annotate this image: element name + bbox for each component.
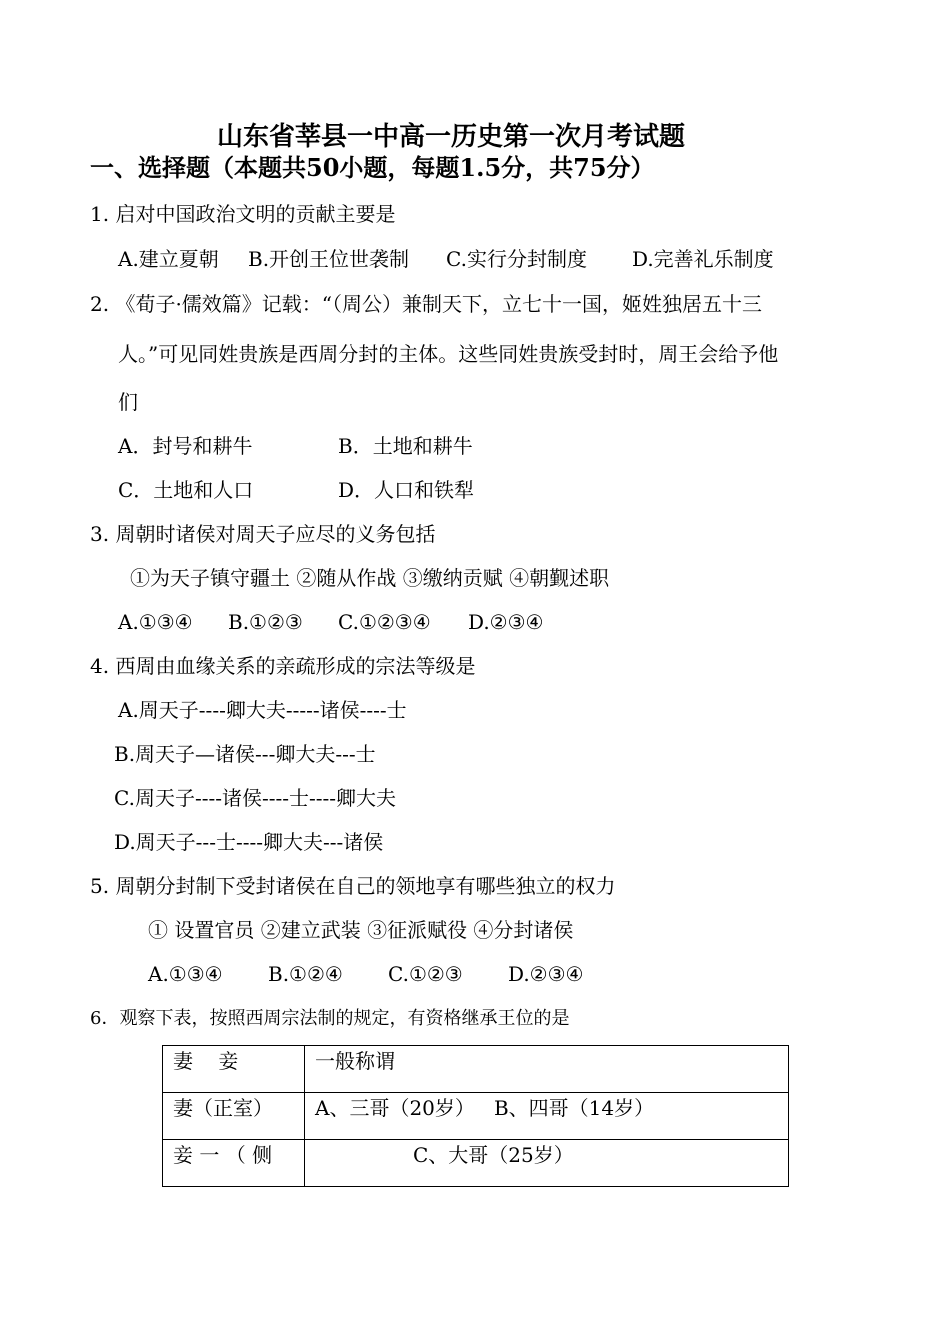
- table-cell-text: C、大哥（25岁）: [413, 1143, 574, 1167]
- question-2-stem-line-3: 们: [118, 390, 138, 414]
- q4-option-d: D.周天子---士----卿大夫---诸侯: [114, 830, 384, 854]
- q1-option-b: B.开创王位世袭制: [248, 247, 410, 271]
- table-cell: 妾 一 （ 侧: [163, 1140, 305, 1187]
- question-5-stem: 5. 周朝分封制下受封诸侯在自己的领地享有哪些独立的权力: [90, 874, 616, 898]
- question-5-items: ① 设置官员 ②建立武装 ③征派赋役 ④分封诸侯: [148, 918, 574, 942]
- question-3-stem: 3. 周朝时诸侯对周天子应尽的义务包括: [90, 522, 436, 546]
- table-row: [163, 1140, 789, 1187]
- question-4-stem: 4. 西周由血缘关系的亲疏形成的宗法等级是: [90, 654, 476, 678]
- question-6-stem: 6．观察下表，按照西周宗法制的规定，有资格继承王位的是: [90, 1008, 570, 1029]
- q4-option-c: C.周天子----诸侯----士----卿大夫: [114, 786, 397, 810]
- q4-option-b: B.周天子—诸侯---卿大夫---士: [114, 742, 376, 766]
- q3-option-c: C.①②③④: [338, 610, 431, 634]
- q5-option-c: C.①②③: [388, 962, 463, 986]
- table-cell: A、三哥（20岁） B、四哥（14岁）: [305, 1093, 789, 1140]
- succession-table: [162, 1045, 789, 1187]
- q1-option-c: C.实行分封制度: [446, 247, 587, 271]
- q3-option-b: B.①②③: [228, 610, 303, 634]
- table-row: [163, 1046, 789, 1093]
- q5-option-a: A.①③④: [148, 962, 223, 986]
- q1-option-a: A.建立夏朝: [118, 247, 219, 271]
- q2-option-d: D．人口和铁犁: [338, 478, 475, 502]
- q2-option-c: C．土地和人口: [118, 478, 254, 502]
- question-1-stem: 1. 启对中国政治文明的贡献主要是: [90, 202, 396, 226]
- q2-option-a: A．封号和耕牛: [118, 434, 253, 458]
- q5-option-b: B.①②④: [268, 962, 343, 986]
- section-heading: 一、选择题（本题共50小题，每题1.5分，共75分）: [90, 153, 655, 182]
- question-2-stem-line-1: 2. 《荀子·儒效篇》记载：“（周公）兼制天下，立七十一国，姬姓独居五十三: [90, 292, 763, 316]
- table-cell: 一般称谓: [305, 1046, 789, 1093]
- question-2-stem-line-2: 人。”可见同姓贵族是西周分封的主体。这些同姓贵族受封时，周王会给予他: [118, 342, 779, 366]
- q3-option-a: A.①③④: [118, 610, 193, 634]
- q1-option-d: D.完善礼乐制度: [632, 247, 774, 271]
- question-3-items: ①为天子镇守疆土 ②随从作战 ③缴纳贡赋 ④朝觐述职: [130, 566, 610, 590]
- page-title: 山东省莘县一中高一历史第一次月考试题: [217, 122, 686, 152]
- table-cell: 妻（正室）: [163, 1093, 305, 1140]
- table-row: [163, 1093, 789, 1140]
- q2-option-b: B．土地和耕牛: [338, 434, 473, 458]
- q3-option-d: D.②③④: [468, 610, 544, 634]
- table-cell: [305, 1140, 789, 1187]
- q5-option-d: D.②③④: [508, 962, 584, 986]
- table-cell: 妻 妾: [163, 1046, 305, 1093]
- q4-option-a: A.周天子----卿大夫-----诸侯----士: [118, 698, 407, 722]
